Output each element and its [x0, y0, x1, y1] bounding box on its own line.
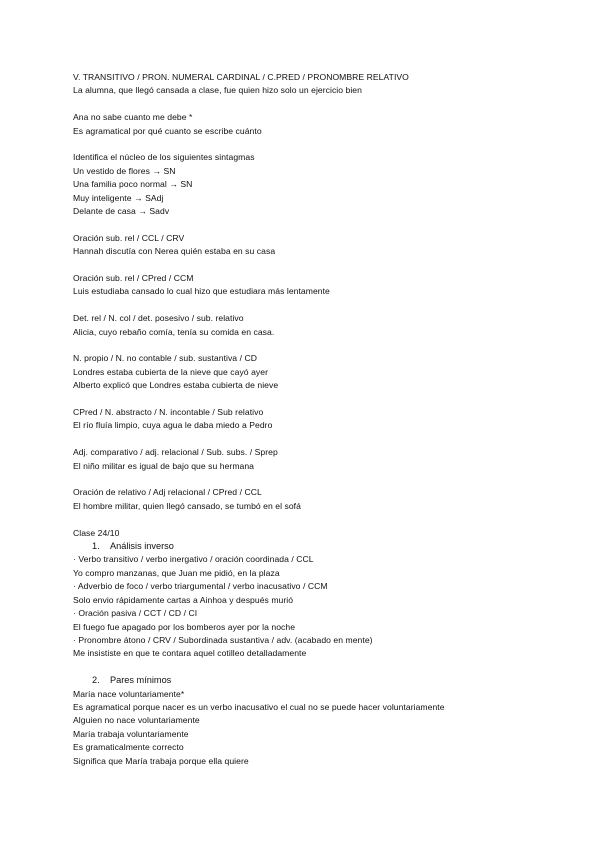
class-title: Clase 24/10: [73, 527, 120, 538]
exercise-heading: CPred / N. abstracto / N. incontable / Sub relativo: [73, 407, 264, 418]
exercise-block: [73, 71, 593, 98]
exercise-sentence: Luis estudiaba cansado lo cual hizo que estudiara más lentamente: [73, 286, 330, 297]
list-label: Análisis inverso: [110, 541, 174, 552]
exercise-sentence: Un vestido de flores → SN: [73, 165, 176, 176]
analysis-line: · Adverbio de foco / verbo triargumental / verbo inacusativo / CCM: [73, 581, 328, 592]
exercise-sentence: El río fluía limpio, cuya agua le daba miedo a Pedro: [73, 420, 273, 431]
exercise-sentence: El hombre militar, quien llegó cansado, se tumbó en el sofá: [73, 500, 301, 511]
numbered-heading: [73, 540, 593, 553]
analysis-line: · Verbo transitivo / verbo inergativo / oración coordinada / CCL: [73, 554, 314, 565]
class-section: [73, 527, 593, 768]
pair-line: Es agramatical porque nacer es un verbo inacusativo el cual no se puede hacer voluntariamente: [73, 701, 445, 712]
exercise-block: [73, 312, 593, 339]
exercise-sentence: Alberto explicó que Londres estaba cubierta de nieve: [73, 380, 279, 391]
exercise-heading: Oración de relativo / Adj relacional / CPred / CCL: [73, 487, 262, 498]
pair-line: Significa que María trabaja porque ella quiere: [73, 755, 249, 766]
exercise-heading: Oración sub. rel / CPred / CCM: [73, 273, 194, 284]
pair-line: María nace voluntariamente*: [73, 688, 185, 699]
exercise-heading: Ana no sabe cuanto me debe *: [73, 112, 193, 123]
pair-line: Alguien no nace voluntariamente: [73, 715, 200, 726]
exercise-block: [73, 406, 593, 433]
list-label: Pares mínimos: [110, 675, 172, 686]
pair-line: Es gramaticalmente correcto: [73, 742, 184, 753]
exercise-sentence: Hannah discutía con Nerea quién estaba en su casa: [73, 246, 276, 257]
analysis-line: El fuego fue apagado por los bomberos ayer por la noche: [73, 621, 296, 632]
exercise-sentence: Londres estaba cubierta de la nieve que cayó ayer: [73, 366, 268, 377]
document-page: [73, 71, 593, 768]
exercise-heading: N. propio / N. no contable / sub. sustantiva / CD: [73, 353, 257, 364]
exercise-heading: Adj. comparativo / adj. relacional / Sub. subs. / Sprep: [73, 447, 278, 458]
exercise-block: [73, 446, 593, 473]
exercise-sentence: Alicia, cuyo rebaño comía, tenía su comida en casa.: [73, 326, 275, 337]
exercise-heading: Identifica el núcleo de los siguientes sintagmas: [73, 152, 255, 163]
exercise-block: [73, 151, 593, 218]
analysis-line: Solo envio rápidamente cartas a Ainhoa y después murió: [73, 594, 294, 605]
numbered-heading: [73, 674, 593, 687]
exercise-block: [73, 486, 593, 513]
analysis-line: Me insististe en que te contara aquel cotilleo detalladamente: [73, 648, 307, 659]
pair-line: María trabaja voluntariamente: [73, 728, 189, 739]
exercise-sentence: Delante de casa → Sadv: [73, 206, 170, 217]
exercise-block: [73, 111, 593, 138]
exercise-heading: Det. rel / N. col / det. posesivo / sub. relativo: [73, 313, 244, 324]
exercise-block: [73, 272, 593, 299]
analysis-line: · Oración pasiva / CCT / CD / CI: [73, 608, 198, 619]
exercise-heading: V. TRANSITIVO / PRON. NUMERAL CARDINAL / C.PRED / PRONOMBRE RELATIVO: [73, 72, 409, 82]
exercise-heading: Oración sub. rel / CCL / CRV: [73, 232, 185, 243]
exercise-sentence: La alumna, que llegó cansada a clase, fue quien hizo solo un ejercicio bien: [73, 85, 362, 96]
list-number: 2.: [92, 675, 100, 686]
analysis-line: Yo compro manzanas, que Juan me pidió, en la plaza: [73, 567, 280, 578]
exercise-sentence: El niño militar es igual de bajo que su hermana: [73, 460, 255, 471]
exercise-sentence: Es agramatical por qué cuanto se escribe cuánto: [73, 125, 262, 136]
exercise-block: [73, 352, 593, 392]
exercise-block: [73, 232, 593, 259]
exercise-sentence: Muy inteligente → SAdj: [73, 192, 164, 203]
analysis-line: · Pronombre átono / CRV / Subordinada sustantiva / adv. (acabado en mente): [73, 634, 373, 645]
exercise-sentence: Una familia poco normal → SN: [73, 179, 193, 190]
list-number: 1.: [92, 541, 100, 552]
